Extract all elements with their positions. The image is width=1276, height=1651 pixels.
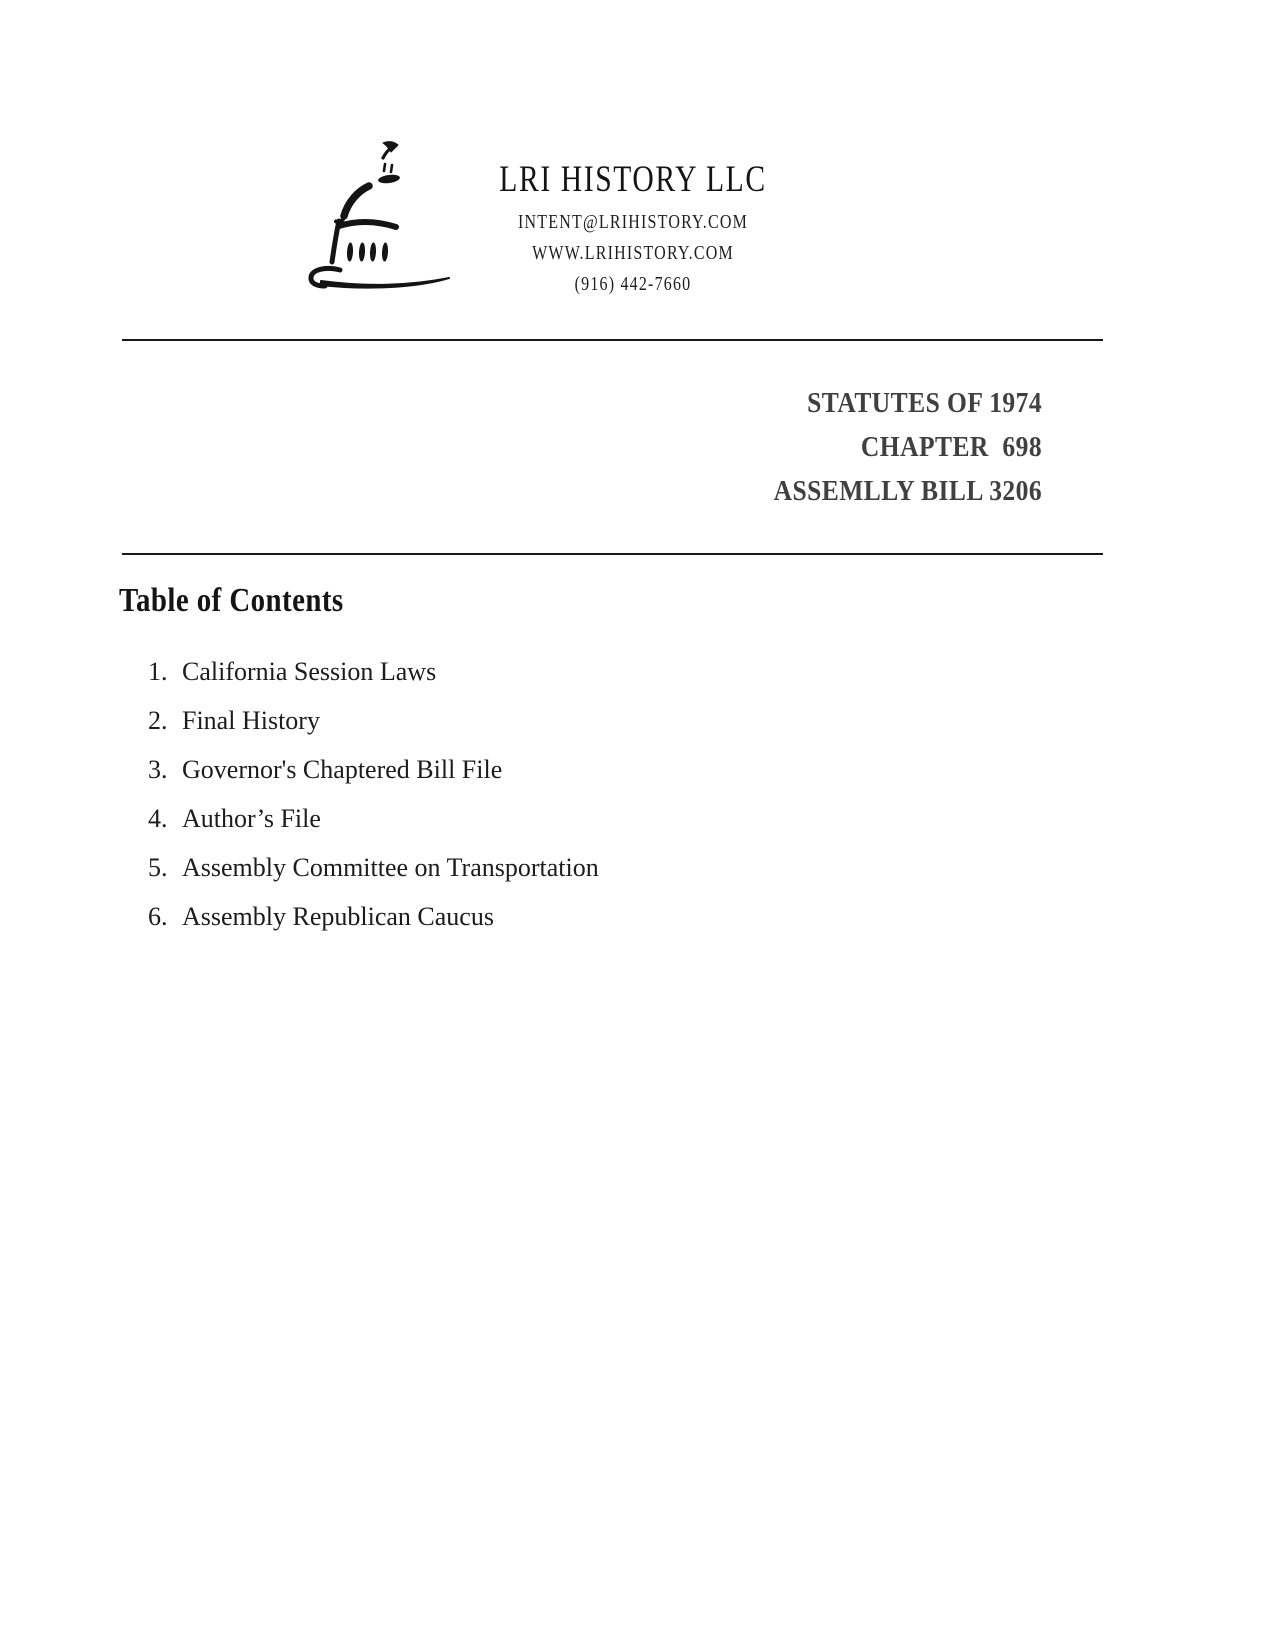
company-website: WWW.LRIHISTORY.COM [532,242,734,264]
toc-item [148,745,599,794]
toc-item-label: Assembly Republican Caucus [182,902,494,931]
toc-item-label: Assembly Committee on Transportation [182,853,599,882]
toc-item-number: 6. [148,902,168,931]
capitol-dome-logo-icon [295,130,460,295]
chapter-line: CHAPTER 698 [860,431,1042,463]
toc-item [148,843,599,892]
statutes-year-line: STATUTES OF 1974 [807,387,1042,419]
toc-item [148,696,599,745]
divider-top [122,339,1103,341]
company-phone: (916) 442-7660 [574,273,692,295]
statute-title-block [774,381,1042,513]
toc-item-label: Governor's Chaptered Bill File [182,755,503,784]
toc-item-label: Final History [182,706,320,735]
assembly-bill-line: ASSEMLLY BILL 3206 [773,475,1042,507]
header-contact-block [466,160,800,300]
toc-item-label: California Session Laws [182,657,437,686]
toc-list [148,647,599,941]
toc-item-number: 4. [148,804,168,833]
toc-item-number: 3. [148,755,168,784]
company-email: INTENT@LRIHISTORY.COM [517,211,749,233]
toc-item-number: 5. [148,853,168,882]
toc-heading: Table of Contents [119,582,344,619]
toc-item-number: 1. [148,657,168,686]
divider-bottom [122,553,1103,555]
company-name: LRI HISTORY LLC [499,159,767,200]
toc-item-number: 2. [148,706,168,735]
toc-item [148,794,599,843]
toc-item-label: Author’s File [182,804,321,833]
toc-item [148,647,599,696]
toc-item [148,892,599,941]
